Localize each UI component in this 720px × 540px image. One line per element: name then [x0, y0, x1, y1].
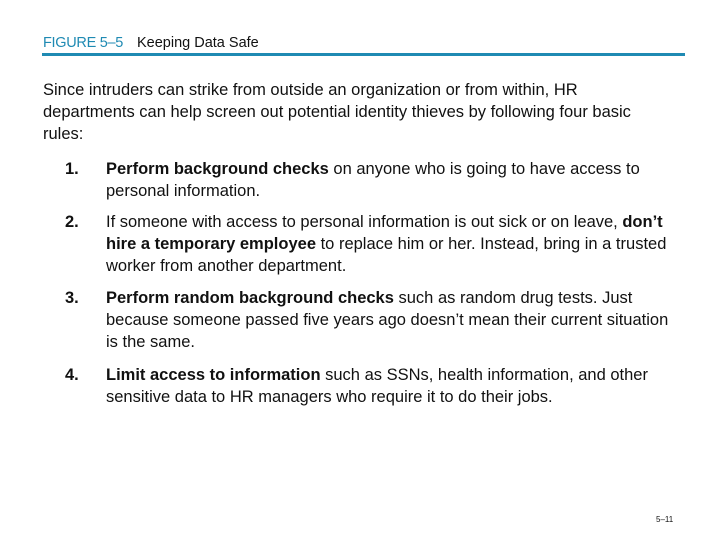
rule-number: 3. [65, 289, 79, 307]
rule-text: If someone with access to personal information is out sick or on leave, [106, 213, 623, 231]
header-rule [42, 53, 685, 56]
rule-text: on anyone who is going to have access to personal information. [106, 160, 640, 200]
page-number: 5–11 [656, 515, 674, 524]
figure-header [43, 35, 259, 51]
figure-label: FIGURE 5–5 [43, 35, 123, 51]
rule-text: to replace him or her. Instead, bring in a trusted worker from another department. [106, 235, 667, 275]
figure-title: Keeping Data Safe [137, 35, 259, 51]
intro-paragraph: Since intruders can strike from outside an organization or from within, HR departments can help screen out potential identity thieves by following four basic rules: [43, 81, 631, 143]
rule-bold: Limit access to information [106, 366, 321, 384]
rule-bold: Perform background checks [106, 160, 329, 178]
rule-text: such as random drug tests. Just because someone passed five years ago doesn’t mean their current situation is the same. [106, 289, 669, 351]
rule-number: 2. [65, 213, 79, 231]
rule-number: 1. [65, 160, 79, 178]
rule-bold: Perform random background checks [106, 289, 394, 307]
rule-text: such as SSNs, health information, and other sensitive data to HR managers who require it to do their jobs. [106, 366, 648, 406]
rule-bold: don’t hire a temporary employee [106, 213, 663, 253]
rule-number: 4. [65, 366, 79, 384]
